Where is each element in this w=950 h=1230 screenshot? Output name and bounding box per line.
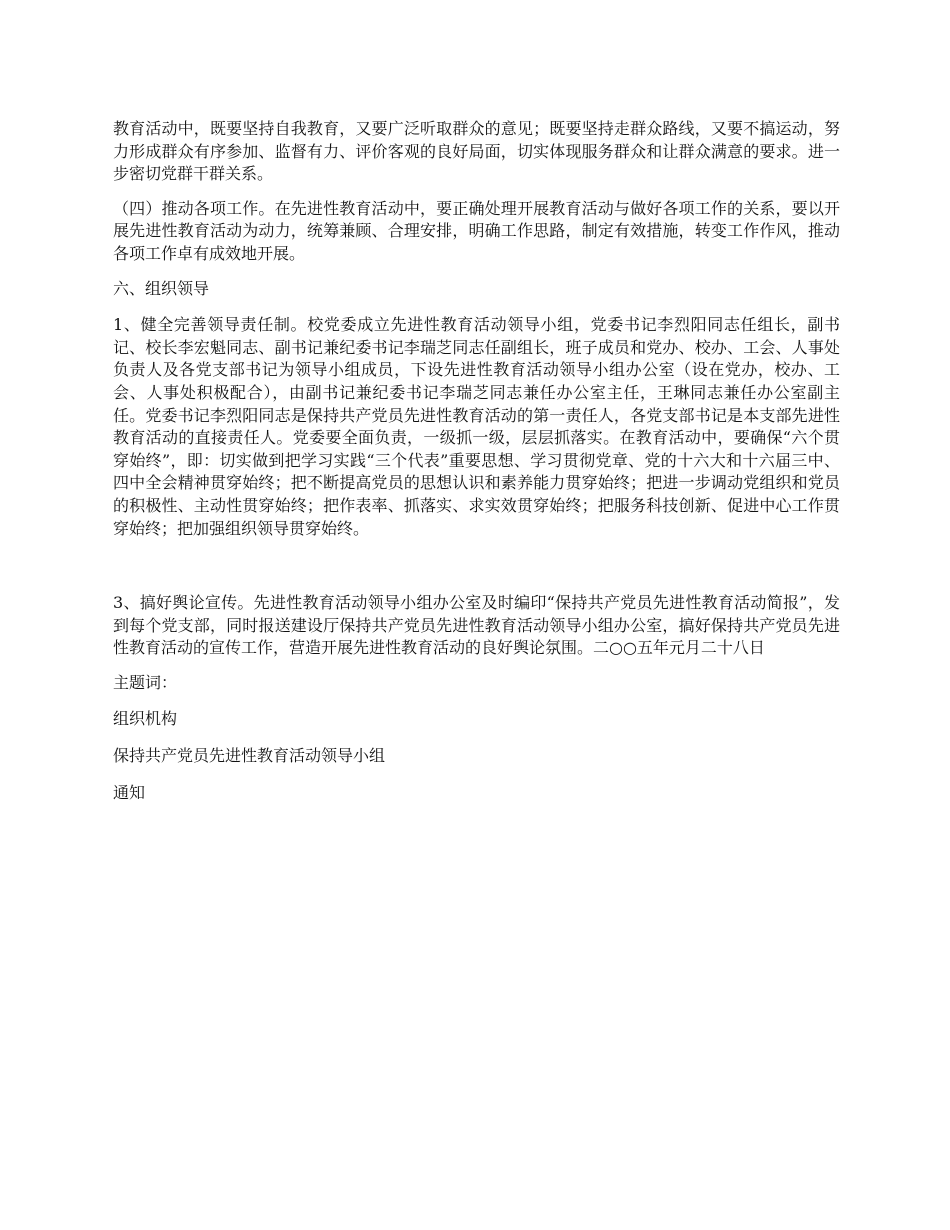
paragraph-promote-work: （四）推动各项工作。在先进性教育活动中，要正确处理开展教育活动与做好各项工作的关系，要以开展先进性教育活动为动力，统筹兼顾、合理安排，明确工作思路，制定有效措施，转变工作作风，推动各项工作卓有成效地开展。: [113, 198, 840, 263]
subject-word-leading-group: 保持共产党员先进性教育活动领导小组: [113, 746, 386, 766]
subject-word-notice: 通知: [113, 782, 146, 802]
section-heading-organization: 六、组织领导: [113, 278, 210, 298]
paragraph-publicity: 3、搞好舆论宣传。先进性教育活动领导小组办公室及时编印“保持共产党员先进性教育活动简报”，发到每个党支部，同时报送建设厅保持共产党员先进性教育活动领导小组办公室，搞好保持共产党员先进性教育活动的宣传工作，营造开展先进性教育活动的良好舆论氛围。二○○五年元月二十八日: [113, 593, 840, 658]
paragraph-leadership-responsibility: 1、健全完善领导责任制。校党委成立先进性教育活动领导小组，党委书记李烈阳同志任组长，副书记、校长李宏魁同志、副书记兼纪委书记李瑞芝同志任副组长，班子成员和党办、校办、工会、人事处负责人及各党支部书记为领导小组成员，下设先进性教育活动领导小组办公室（设在党办，校办、工会、人事处积极配合），由副书记兼纪委书记李瑞芝同志兼任办公室主任，王琳同志兼任办公室副主任。党委书记李烈阳同志是保持共产党员先进性教育活动的第一责任人，各党支部书记是本支部先进性教育活动的直接责任人。党委要全面负责，一级抓一级，层层抓落实。在教育活动中，要确保“六个贯穿始终”，即：切实做到把学习实践“三个代表”重要思想、学习贯彻党章、党的十六大和十六届三中、四中全会精神贯穿始终；把不断提高党员的思想认识和素养能力贯穿始终；把进一步调动党组织和党员的积极性、主动性贯穿始终；把作表率、抓落实、求实效贯穿始终；把服务科技创新、促进中心工作贯穿始终；把加强组织领导贯穿始终。: [113, 315, 840, 538]
subject-words-label: 主题词：: [113, 672, 178, 692]
paragraph-education-activity: 教育活动中，既要坚持自我教育，又要广泛听取群众的意见；既要坚持走群众路线，又要不搞运动，努力形成群众有序参加、监督有力、评价客观的良好局面，切实体现服务群众和让群众满意的要求。进一步密切党群干群关系。: [113, 119, 840, 184]
document-body: [113, 118, 840, 818]
subject-word-organization: 组织机构: [113, 709, 178, 729]
blank-gap: [113, 552, 840, 592]
